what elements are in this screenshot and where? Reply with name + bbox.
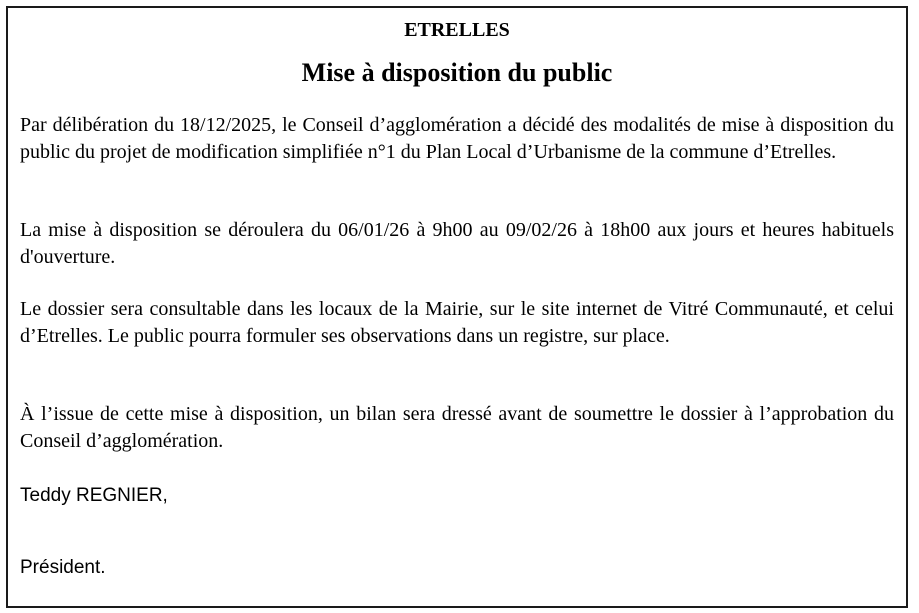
town-name: ETRELLES [404,19,510,41]
paragraph-conclusion: À l’issue de cette mise à disposition, un bilan sera dressé avant de soumettre le dossier à l’approbation du Conseil d’agglomération. [20,403,894,452]
signer-role: Président. [20,557,106,578]
paragraph-consultation: Le dossier sera consultable dans les locaux de la Mairie, sur le site internet de Vitré Communauté, et celui d’Etrelles. Le public pourra formuler ses observations dans un registre, sur place. [20,298,894,347]
paragraph-deliberation: Par délibération du 18/12/2025, le Conseil d’agglomération a décidé des modalités de mise à disposition du public du projet de modification simplifiée n°1 du Plan Local d’Urbanisme de la commune d’Etrelles. [20,114,894,163]
public-notice-box [6,6,908,608]
notice-title: Mise à disposition du public [301,58,613,87]
paragraph-dates: La mise à disposition se déroulera du 06/01/26 à 9h00 au 09/02/26 à 18h00 aux jours et heures habituels d'ouverture. [20,219,894,268]
signer-name: Teddy REGNIER, [20,485,168,506]
